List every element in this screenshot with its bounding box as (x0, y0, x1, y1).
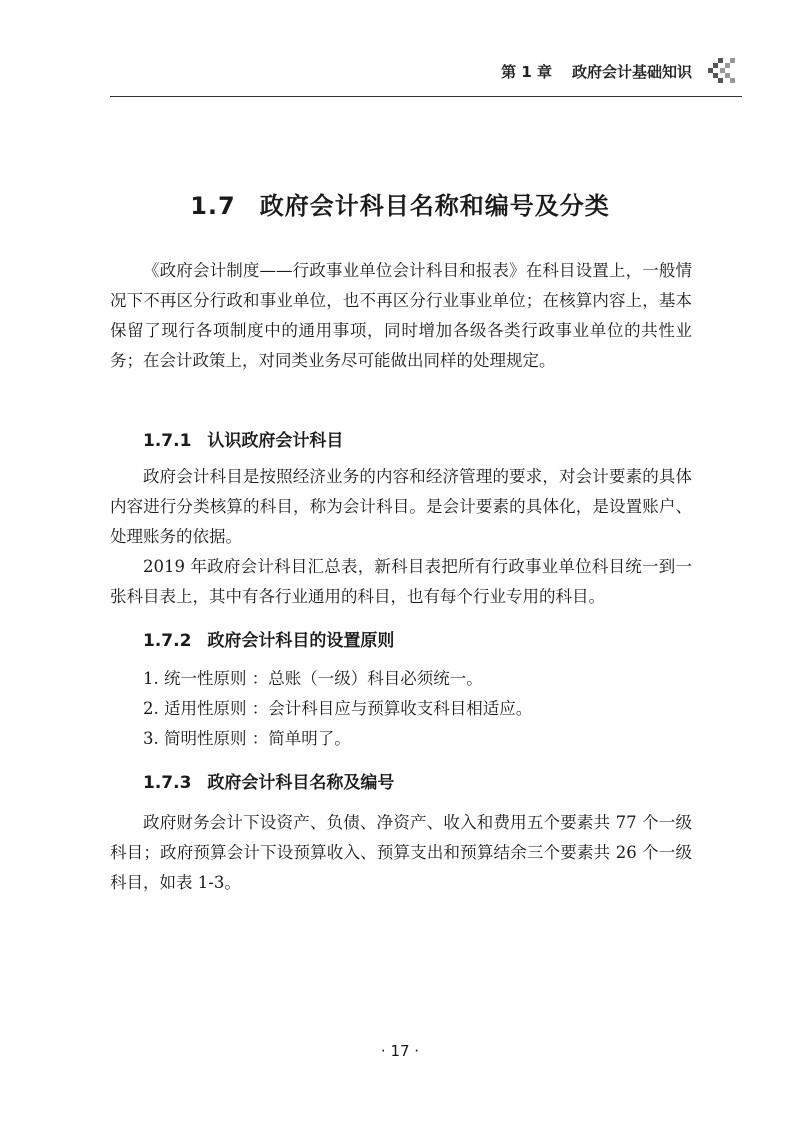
subsection-title: 政府会计科目名称及编号 (207, 773, 395, 793)
chevron-left-double-icon (702, 58, 736, 84)
subsection-heading-1-7-1 (143, 426, 343, 451)
page-number: · 17 · (380, 1042, 420, 1060)
subsection-1-7-3-paragraph: 政府财务会计下设资产、负债、净资产、收入和费用五个要素共 77 个一级科目；政府预算会计下设预算收入、预算支出和预算结余三个要素共 26 个一级科目，如表 1-3。 (110, 813, 692, 892)
list-item: 1. 统一性原则 ：总账（一级）科目必须统一。 (143, 669, 483, 688)
subsection-title: 认识政府会计科目 (207, 431, 344, 451)
section-number: 1.7 (190, 192, 236, 220)
subsection-1-7-1-paragraph-2: 2019 年政府会计科目汇总表，新科目表把所有行政事业单位科目统一到一张科目表上，其中有各行业通用的科目，也有每个行业专用的科目。 (110, 557, 692, 606)
subsection-number: 1.7.3 (143, 773, 192, 793)
principles-list (143, 664, 532, 754)
list-item: 2. 适用性原则 ：会计科目应与预算收支科目相适应。 (143, 699, 533, 718)
section-intro-paragraph: 《政府会计制度——行政事业单位会计科目和报表》在科目设置上，一般情况下不再区分行政和事业单位，也不再区分行业事业单位；在核算内容上，基本保留了现行各项制度中的通用事项，同时增加各级各类行政事业单位的共性业务；在会计政策上，对同类业务尽可能做出同样的处理规定。 (110, 261, 692, 370)
list-item: 3. 简明性原则 ：简单明了。 (143, 729, 351, 748)
subsection-1-7-1-paragraph-1: 政府会计科目是按照经济业务的内容和经济管理的要求，对会计要素的具体内容进行分类核算的科目，称为会计科目。是会计要素的具体化，是设置账户、处理账务的依据。 (110, 467, 692, 546)
chapter-title: 政府会计基础知识 (571, 62, 692, 81)
subsection-number: 1.7.2 (143, 631, 192, 651)
subsection-heading-1-7-2 (143, 626, 394, 651)
subsection-heading-1-7-3 (143, 768, 394, 793)
subsection-number: 1.7.1 (143, 431, 192, 451)
section-title-text: 政府会计科目名称和编号及分类 (259, 192, 610, 220)
subsection-title: 政府会计科目的设置原则 (207, 631, 395, 651)
running-header (501, 58, 736, 84)
header-rule (110, 96, 742, 97)
section-title (0, 186, 800, 221)
chapter-number: 第 1 章 (501, 62, 552, 81)
